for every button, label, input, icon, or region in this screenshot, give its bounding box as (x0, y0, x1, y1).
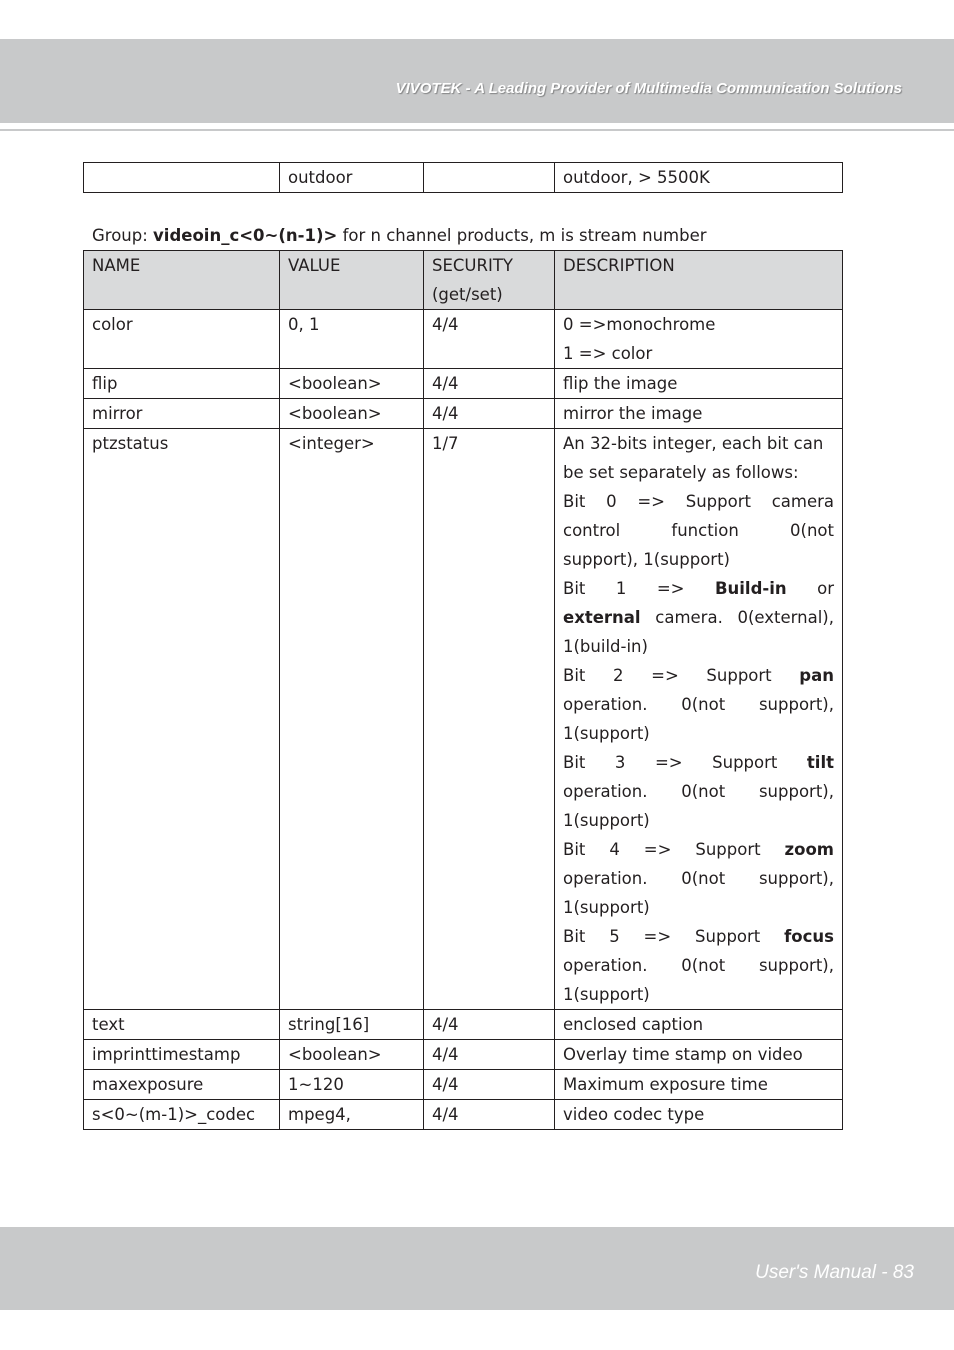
parameter-table (83, 250, 843, 1130)
bit-prefix: Bit 3 => Support (563, 753, 807, 772)
desc-line: 1(support) (563, 985, 650, 1004)
cell-description: enclosed caption (555, 1010, 843, 1040)
table-row (84, 310, 843, 369)
cell-value: outdoor (280, 163, 424, 193)
cell-name: text (84, 1010, 280, 1040)
cell-description: flip the image (555, 369, 843, 399)
cell-security: 4/4 (424, 399, 555, 429)
bold-term: zoom (784, 840, 834, 859)
table-row (84, 163, 843, 193)
desc-line (563, 574, 834, 603)
cell-value: 0, 1 (280, 310, 424, 369)
cell-description (555, 310, 843, 369)
cell-security: 4/4 (424, 1070, 555, 1100)
header-value: VALUE (280, 251, 424, 310)
cell-value: <boolean> (280, 399, 424, 429)
bold-term: focus (784, 927, 834, 946)
cell-value: mpeg4, (280, 1100, 424, 1130)
bold-term: external (563, 608, 641, 627)
table-row (84, 1010, 843, 1040)
header-banner-text: VIVOTEK - A Leading Provider of Multimedia Communication Solutions (395, 80, 902, 97)
cell-value: <integer> (280, 429, 424, 1010)
desc-line: operation. 0(not support), (563, 695, 834, 714)
bit-prefix: Bit 2 => Support (563, 666, 800, 685)
desc-line: An 32-bits integer, each bit can (563, 434, 824, 453)
table-row (84, 1070, 843, 1100)
desc-line: 0 =>monochrome (563, 315, 716, 334)
cell-description: Maximum exposure time (555, 1070, 843, 1100)
table-row (84, 399, 843, 429)
cell-security: 4/4 (424, 1010, 555, 1040)
desc-line: operation. 0(not support), (563, 869, 834, 888)
cell-name: imprinttimestamp (84, 1040, 280, 1070)
group-name: videoin_c<0~(n-1)> (153, 226, 338, 245)
table-header-row (84, 251, 843, 310)
desc-line: control function 0(not (563, 521, 834, 540)
cell-description: Overlay time stamp on video (555, 1040, 843, 1070)
desc-line: operation. 0(not support), (563, 956, 834, 975)
cell-name: maxexposure (84, 1070, 280, 1100)
desc-line: 1(build-in) (563, 637, 648, 656)
cell-value: 1~120 (280, 1070, 424, 1100)
group-caption (92, 223, 707, 249)
desc-line (563, 922, 834, 951)
desc-line: 1(support) (563, 811, 650, 830)
cell-description: video codec type (555, 1100, 843, 1130)
desc-line: be set separately as follows: (563, 463, 799, 482)
cell-security: 4/4 (424, 1100, 555, 1130)
desc-line: operation. 0(not support), (563, 782, 834, 801)
group-prefix: Group: (92, 226, 154, 245)
cell-name: mirror (84, 399, 280, 429)
cell-name: flip (84, 369, 280, 399)
cell-description: outdoor, > 5500K (555, 163, 843, 193)
bit-suffix: or (786, 579, 834, 598)
cell-value: string[16] (280, 1010, 424, 1040)
header-security (424, 251, 555, 310)
cell-security: 4/4 (424, 1040, 555, 1070)
cell-value: <boolean> (280, 369, 424, 399)
header-security-line1: SECURITY (432, 256, 513, 275)
cell-name: color (84, 310, 280, 369)
desc-line: 1 => color (563, 344, 653, 363)
cell-security: 4/4 (424, 369, 555, 399)
desc-line (563, 748, 834, 777)
header-name: NAME (84, 251, 280, 310)
header-security-line2: (get/set) (432, 285, 503, 304)
bit-prefix: Bit 5 => Support (563, 927, 785, 946)
desc-line (563, 835, 834, 864)
desc-line (563, 661, 834, 690)
desc-line: Bit 0 => Support camera (563, 492, 834, 511)
cell-name: ptzstatus (84, 429, 280, 1010)
desc-line: 1(support) (563, 724, 650, 743)
cell-description (555, 429, 843, 1010)
header-divider (0, 129, 954, 131)
cell-security (424, 163, 555, 193)
group-suffix: for n channel products, m is stream number (337, 226, 707, 245)
continued-table (83, 162, 843, 193)
cell-value: <boolean> (280, 1040, 424, 1070)
bit-prefix: Bit 4 => Support (563, 840, 785, 859)
table-row (84, 1040, 843, 1070)
desc-line: support), 1(support) (563, 550, 730, 569)
desc-line: 1(support) (563, 898, 650, 917)
bold-term: pan (799, 666, 834, 685)
cell-security: 1/7 (424, 429, 555, 1010)
desc-line (563, 603, 834, 632)
cell-description: mirror the image (555, 399, 843, 429)
bold-term: tilt (806, 753, 834, 772)
cell-name (84, 163, 280, 193)
page-number: User's Manual - 83 (755, 1262, 914, 1283)
table-row (84, 429, 843, 1010)
table-row (84, 1100, 843, 1130)
table-row (84, 369, 843, 399)
bit-suffix: camera. 0(external), (640, 608, 834, 627)
bold-term: Build-in (714, 579, 787, 598)
bit-prefix: Bit 1 => (563, 579, 715, 598)
cell-name: s<0~(m-1)>_codec (84, 1100, 280, 1130)
header-description: DESCRIPTION (555, 251, 843, 310)
cell-security: 4/4 (424, 310, 555, 369)
